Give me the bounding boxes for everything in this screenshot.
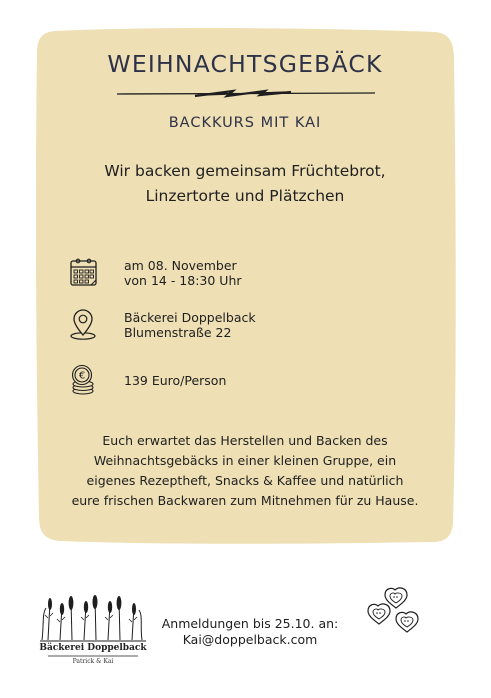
tagline-line: Wir backen gemeinsam Früchtebrot, <box>104 162 386 180</box>
description-line: Weihnachtsgebäcks in einer kleinen Gruppe, ein <box>93 453 397 468</box>
description-line: Euch erwartet das Herstellen und Backen des <box>102 433 388 448</box>
venue-name: Bäckerei Doppelback <box>124 310 256 325</box>
title-divider <box>115 88 377 100</box>
flyer-description <box>33 431 457 511</box>
wheat-illustration-icon <box>38 594 148 642</box>
location-pin-icon <box>69 308 99 340</box>
detail-text <box>124 310 256 340</box>
bakery-logo <box>38 594 148 664</box>
description-line: eure frischen Backwaren zum Mitnehmen für zu Hause. <box>71 493 419 508</box>
flyer-card <box>33 28 457 546</box>
heart-cookies-icon <box>363 586 423 648</box>
logo-subtitle: Patrick & Kai <box>72 658 114 665</box>
time-line: von 14 - 18:30 Uhr <box>124 273 242 288</box>
description-line: eigenes Rezeptheft, Snacks & Kaffee und natürlich <box>86 473 404 488</box>
svg-text:€: € <box>78 370 86 382</box>
signup-email[interactable]: Kai@doppelback.com <box>182 632 318 647</box>
signup-info <box>150 616 350 648</box>
calendar-icon <box>69 256 99 288</box>
detail-text <box>124 373 226 388</box>
flyer-tagline <box>33 159 457 209</box>
price-line: 139 Euro/Person <box>124 373 227 388</box>
date-line: am 08. November <box>124 258 237 273</box>
venue-address: Blumenstraße 22 <box>124 325 232 340</box>
detail-text <box>124 258 242 288</box>
signup-deadline: Anmeldungen bis 25.10. an: <box>161 616 339 631</box>
logo-divider <box>48 655 138 657</box>
coins-icon <box>69 364 99 396</box>
flyer-subtitle: BACKKURS MIT KAI <box>168 115 322 131</box>
logo-name: Bäckerei Doppelback <box>39 643 147 653</box>
flyer-title: WEIHNACHTSGEBÄCK <box>107 50 383 78</box>
tagline-line: Linzertorte und Plätzchen <box>145 187 345 205</box>
